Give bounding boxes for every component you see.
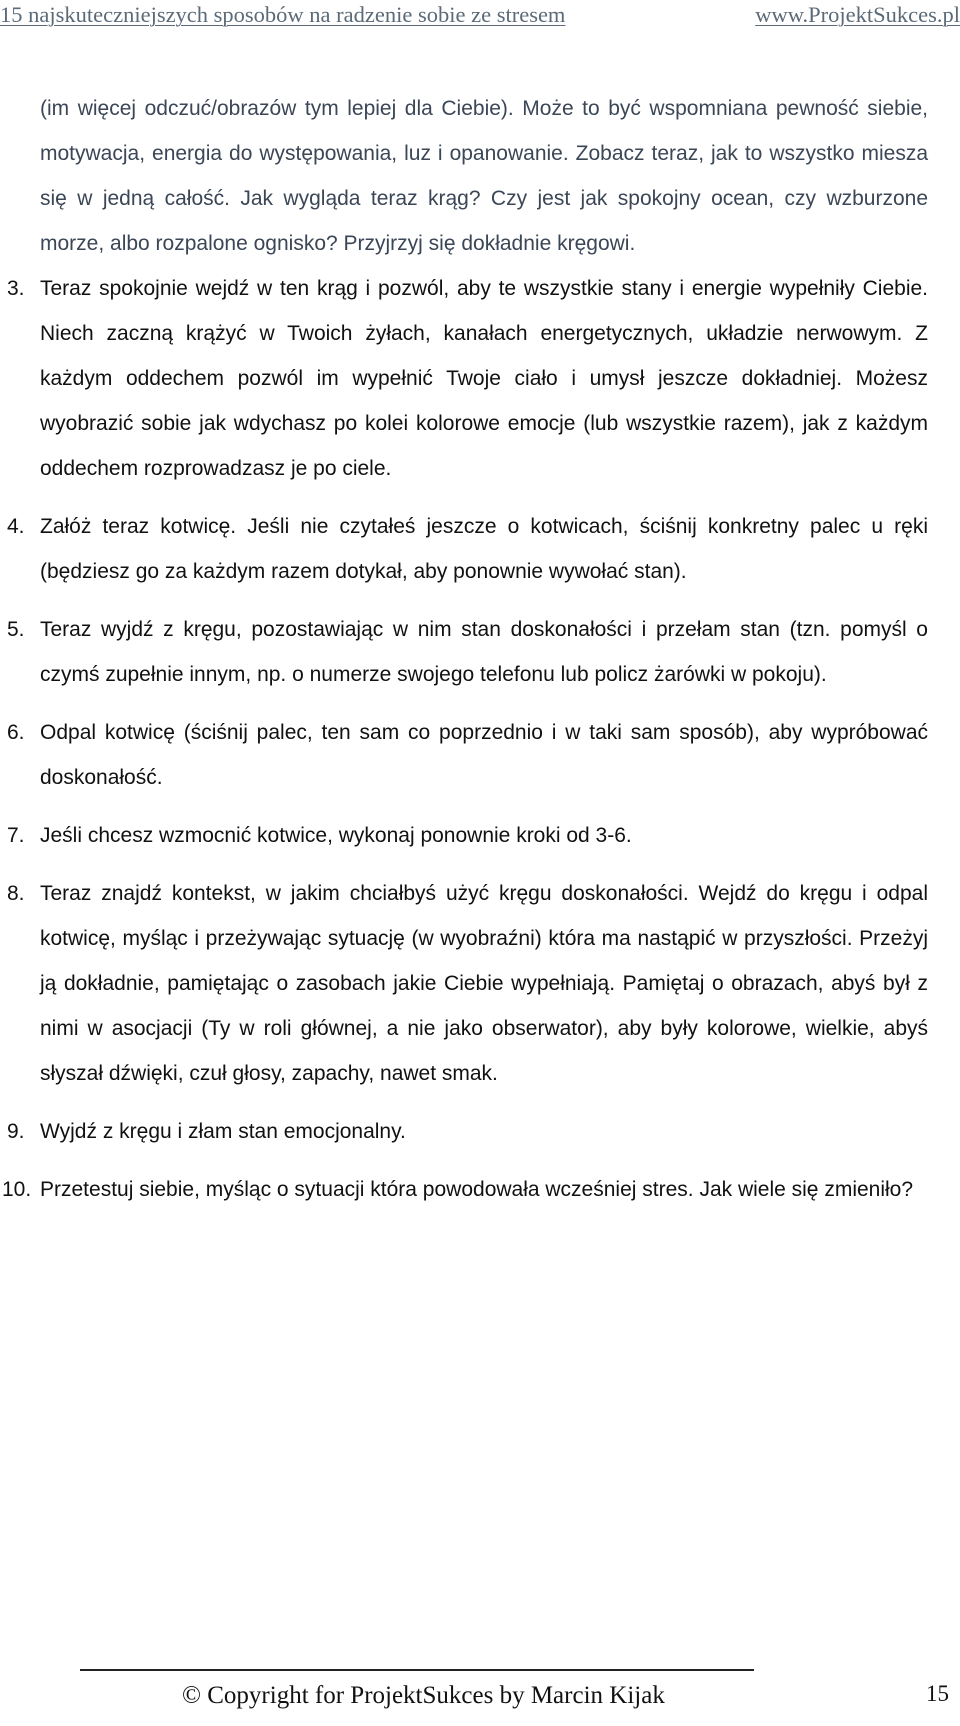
list-item-text: Odpal kotwicę (ściśnij palec, ten sam co poprzednio i w taki sam sposób), aby wypróbować doskonałość. [40, 721, 928, 789]
footer-divider [80, 1669, 754, 1671]
footer-copyright: © Copyright for ProjektSukces by Marcin Kijak [182, 1682, 665, 1709]
list-item [7, 607, 928, 697]
list-item [2, 1167, 928, 1212]
page-number: 15 [926, 1681, 949, 1706]
list-item [7, 504, 928, 594]
list-item-text: Teraz spokojnie wejdź w ten krąg i pozwól, aby te wszystkie stany i energie wypełniły Ciebie. Niech zaczną krążyć w Twoich żyłach, kanałach energetycznych, układzie nerwowym. Z każdym oddechem pozwól im wypełnić Twoje ciało i umysł jeszcze dokładniej. Możesz wyobrazić sobie jak wdychasz po kolei kolorowe emocje (lub wszystkie razem), jak z każdym oddechem rozprowadzasz je po ciele. [40, 277, 928, 480]
list-item [7, 266, 928, 491]
page-header [0, 0, 960, 31]
intro-text: (im więcej odczuć/obrazów tym lepiej dla Ciebie). Może to być wspomniana pewność siebie, motywacja, energia do występowania, luz i opanowanie. Zobacz teraz, jak to wszystko miesza się w jedną całość. Jak wygląda teraz krąg? Czy jest jak spokojny ocean, czy wzburzone morze, albo rozpalone ognisko? Przyjrzyj się dokładnie kręgowi. [40, 97, 928, 255]
list-item-number: 6. [7, 721, 25, 744]
steps-list [2, 266, 928, 1212]
list-item-text: Teraz wyjdź z kręgu, pozostawiając w nim stan doskonałości i przełam stan (tzn. pomyśl o czymś zupełnie innym, np. o numerze swojego telefonu lub policz żarówki w pokoju). [40, 618, 928, 686]
list-item-number: 5. [7, 618, 25, 641]
list-item-text: Załóż teraz kotwicę. Jeśli nie czytałeś jeszcze o kotwicach, ściśnij konkretny palec u ręki (będziesz go za każdym razem dotykał, aby ponownie wywołać stan). [40, 515, 928, 583]
list-item [7, 1109, 928, 1154]
header-site-link[interactable]: www.ProjektSukces.pl [755, 2, 960, 27]
list-item-number: 10. [2, 1178, 32, 1201]
list-item-number: 8. [7, 882, 25, 905]
list-item-text: Wyjdź z kręgu i złam stan emocjonalny. [40, 1120, 406, 1143]
document-body [2, 86, 928, 1212]
header-title: 15 najskuteczniejszych sposobów na radzenie sobie ze stresem [0, 2, 566, 27]
list-item-text: Przetestuj siebie, myśląc o sytuacji która powodowała wcześniej stres. Jak wiele się zmieniło? [40, 1178, 914, 1201]
list-item-number: 4. [7, 515, 25, 538]
list-item-number: 9. [7, 1120, 25, 1143]
list-item-text: Teraz znajdź kontekst, w jakim chciałbyś użyć kręgu doskonałości. Wejdź do kręgu i odpal kotwicę, myśląc i przeżywając sytuację (w wyobraźni) która ma nastąpić w przyszłości. Przeżyj ją dokładnie, pamiętając o zasobach jakie Ciebie wypełniają. Pamiętaj o obrazach, abyś był z nimi w asocjacji (Ty w roli głównej, a nie jako obserwator), aby były kolorowe, wielkie, abyś słyszał dźwięki, czuł głosy, zapachy, nawet smak. [40, 882, 928, 1085]
list-item-number: 3. [7, 277, 25, 300]
list-item [7, 710, 928, 800]
list-item [7, 871, 928, 1096]
page-footer [0, 1678, 960, 1718]
intro-paragraph [40, 86, 928, 266]
list-item-number: 7. [7, 824, 25, 847]
list-item [7, 813, 928, 858]
list-item-text: Jeśli chcesz wzmocnić kotwice, wykonaj ponownie kroki od 3-6. [40, 824, 632, 847]
